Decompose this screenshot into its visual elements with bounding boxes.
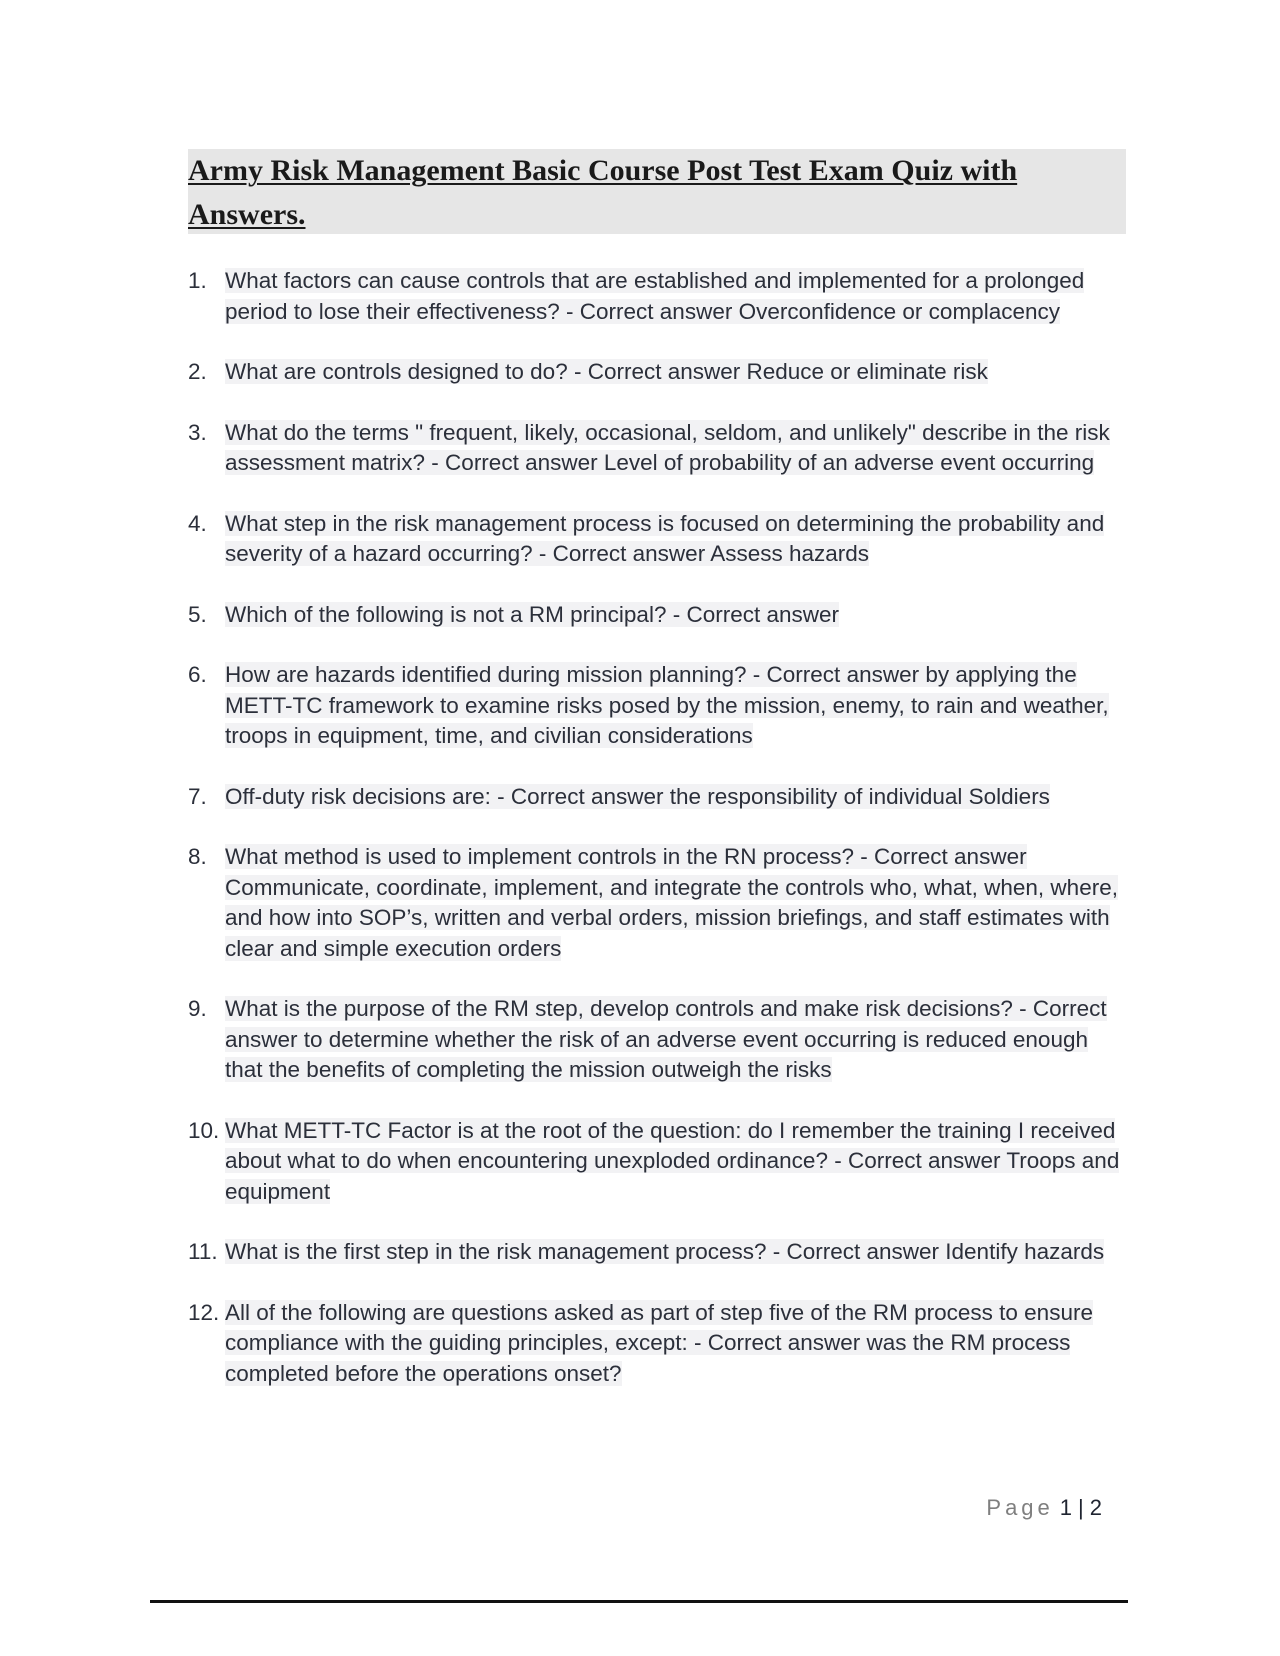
question-text: What is the purpose of the RM step, develop controls and make risk decisions? - Correct answer to determine whether the risk of an adverse event occurring is reduced enough that the benefits of completing the mission outweigh the risks (225, 996, 1107, 1082)
question-item (188, 600, 1128, 631)
question-number: 8. (188, 844, 207, 869)
title-block (188, 149, 1126, 234)
footer-divider (150, 1600, 1128, 1603)
question-item (188, 418, 1128, 479)
question-number: 5. (188, 601, 207, 627)
document-title: Army Risk Management Basic Course Post Test Exam Quiz with Answers. (188, 154, 1018, 231)
question-item (188, 842, 1128, 964)
question-text: What method is used to implement controls in the RN process? - Correct answer Communicate, coordinate, implement, and integrate the controls who, what, when, where, and how into SOP’s, written and verbal orders, mission briefings, and staff estimates with clear and simple execution orders (225, 844, 1118, 961)
question-text: What factors can cause controls that are established and implemented for a prolonged period to lose their effectiveness? - Correct answer Overconfidence or complacency (225, 268, 1085, 324)
question-item (188, 1116, 1128, 1208)
page-label: Page (986, 1495, 1054, 1520)
question-text: All of the following are questions asked as part of step five of the RM process to ensure compliance with the guiding principles, except: - Correct answer was the RM process completed before the operations onset? (225, 1299, 1093, 1386)
question-text: Off-duty risk decisions are: - Correct answer the responsibility of individual Soldiers (225, 783, 1050, 809)
question-text: What step in the risk management process is focused on determining the probability and severity of a hazard occurring? - Correct answer Assess hazards (225, 510, 1105, 566)
question-item (188, 1237, 1128, 1268)
question-text: What METT-TC Factor is at the root of the question: do I remember the training I received about what to do when encountering unexploded ordinance? - Correct answer Troops and equipment (225, 1117, 1120, 1204)
question-number: 12. (188, 1299, 220, 1325)
current-page: 1 (1059, 1495, 1073, 1520)
question-text: What do the terms " frequent, likely, occasional, seldom, and unlikely" describe in the risk assessment matrix? - Correct answer Level of probability of an adverse event occurring (225, 419, 1110, 475)
question-text: How are hazards identified during mission planning? - Correct answer by applying the METT-TC framework to examine risks posed by the mission, enemy, to rain and weather, troops in equipment, time, and civilian considerations (225, 662, 1109, 748)
question-number: 3. (188, 419, 207, 445)
question-number: 7. (188, 783, 207, 809)
question-item (188, 782, 1128, 813)
question-text: Which of the following is not a RM principal? - Correct answer (225, 601, 839, 627)
question-text: What is the first step in the risk management process? - Correct answer Identify hazards (225, 1239, 1105, 1264)
question-number: 11. (188, 1239, 218, 1264)
question-item (188, 509, 1128, 570)
question-item (188, 1298, 1128, 1390)
question-text: What are controls designed to do? - Correct answer Reduce or eliminate risk (225, 359, 988, 384)
question-number: 1. (188, 268, 207, 293)
question-item (188, 660, 1128, 752)
question-item (188, 266, 1128, 327)
question-number: 6. (188, 662, 207, 687)
question-item (188, 994, 1128, 1086)
question-number: 2. (188, 359, 207, 384)
total-pages: 2 (1089, 1495, 1102, 1520)
question-number: 4. (188, 510, 207, 536)
question-item (188, 357, 1128, 388)
question-number: 10. (188, 1117, 220, 1143)
page-number (986, 1495, 1102, 1521)
question-list (188, 266, 1128, 1419)
question-number: 9. (188, 996, 207, 1021)
page-separator: | (1078, 1495, 1084, 1520)
